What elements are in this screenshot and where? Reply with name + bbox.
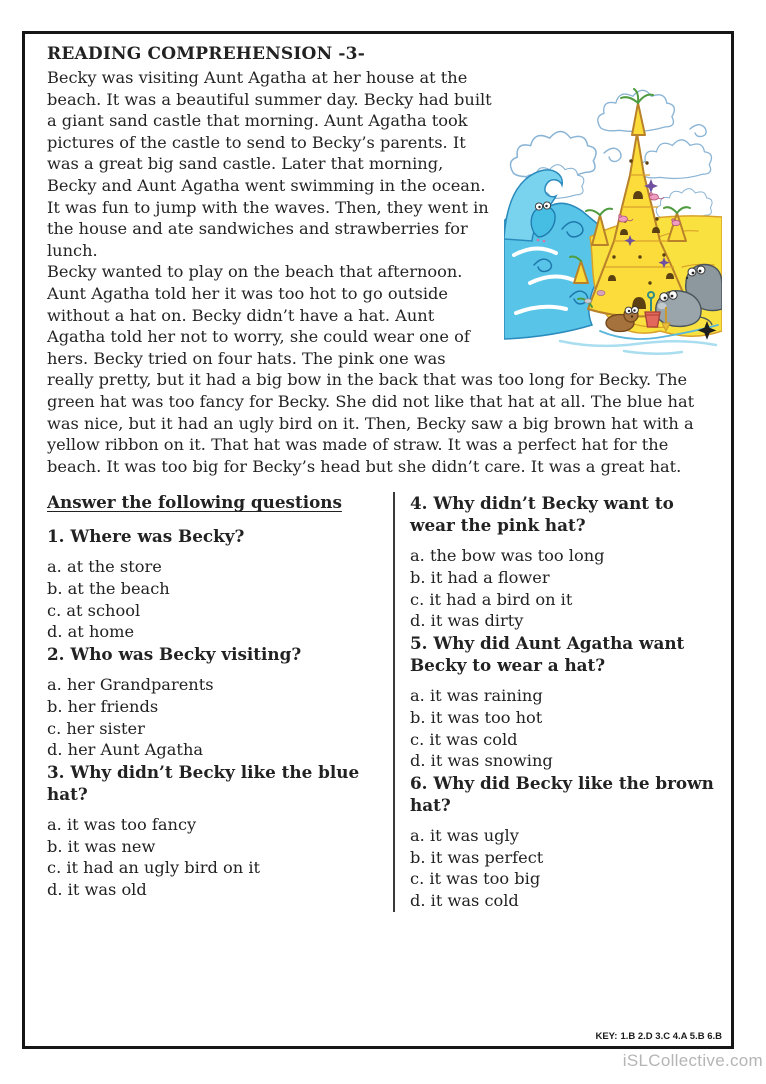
question-5-option-a: a. it was raining — [410, 686, 543, 706]
reading-passage — [47, 67, 722, 477]
question-5-title: 5. Why did Aunt Agatha want Becky to wear a hat? — [410, 633, 685, 676]
question-5-options — [410, 685, 722, 772]
worksheet-border-box — [22, 31, 734, 1049]
question-1 — [47, 525, 379, 643]
question-4-option-b: b. it had a flower — [410, 567, 550, 587]
question-6-title: 6. Why did Becky like the brown hat? — [410, 772, 714, 815]
answer-key-values: 1.B 2.D 3.C 4.A 5.B 6.B — [620, 1031, 722, 1042]
question-2-option-a: a. her Grandparents — [47, 675, 214, 695]
question-5 — [410, 632, 722, 772]
beach-sandcastle-illustration — [504, 69, 722, 359]
answer-key-label: KEY: — [595, 1031, 618, 1042]
question-1-option-b: b. at the beach — [47, 578, 170, 598]
questions-section — [47, 492, 722, 911]
question-2-options — [47, 674, 379, 761]
question-1-title: 1. Where was Becky? — [47, 526, 245, 547]
question-3-option-b: b. it was new — [47, 836, 156, 856]
question-1-option-c: c. at school — [47, 600, 141, 620]
answer-key — [595, 1031, 722, 1042]
question-2 — [47, 643, 379, 761]
question-3-option-a: a. it was too fancy — [47, 814, 197, 834]
question-4 — [410, 492, 722, 632]
question-1-option-a: a. at the store — [47, 557, 162, 577]
question-6-option-b: b. it was perfect — [410, 847, 544, 867]
passage-paragraph-2: Becky wanted to play on the beach that afternoon. Aunt Agatha told her it was too hot to go outside without a hat on. Becky didn’t have a hat. Aunt Agatha told her not to worry, she could wear one of hers. Becky tried on four hats. The pink one was really pretty, but it had a big bow in the back that was too long for Becky. The green hat was too fancy for Becky. She did not like that hat at all. The blue hat was nice, but it had an ugly bird on it. Then, Becky saw a big brown hat with a yellow ribbon on it. That hat was made of straw. It was a perfect hat for the beach. It was too big for Becky’s head but she didn’t care. It was a great hat. — [47, 262, 695, 476]
question-2-title: 2. Who was Becky visiting? — [47, 644, 302, 665]
question-2-option-b: b. her friends — [47, 696, 159, 716]
question-3 — [47, 761, 379, 901]
question-1-options — [47, 556, 379, 643]
question-4-option-c: c. it had a bird on it — [410, 589, 573, 609]
question-6-option-d: d. it was cold — [410, 891, 519, 911]
questions-column-left — [47, 492, 393, 911]
question-1-option-d: d. at home — [47, 622, 135, 642]
question-3-options — [47, 814, 379, 901]
question-5-option-b: b. it was too hot — [410, 707, 543, 727]
questions-column-right — [393, 492, 722, 911]
question-6-options — [410, 825, 722, 912]
question-4-options — [410, 545, 722, 632]
question-6-option-a: a. it was ugly — [410, 825, 519, 845]
worksheet-title: READING COMPREHENSION -3- — [47, 44, 365, 64]
question-3-title: 3. Why didn’t Becky like the blue hat? — [47, 761, 360, 804]
question-6 — [410, 772, 722, 912]
passage-paragraph-1: Becky was visiting Aunt Agatha at her house at the beach. It was a beautiful summer day. Becky had built a giant sand castle that morning. Aunt Agatha took pictures of the castle to send to Becky’s parents. It was a great big sand castle. Later that morning, Becky and Aunt Agatha went swimming in the ocean. It was fun to jump with the waves. Then, they went in the house and ate sandwiches and strawberries for lunch. — [47, 68, 492, 260]
question-3-option-c: c. it had an ugly bird on it — [47, 858, 261, 878]
question-2-option-d: d. her Aunt Agatha — [47, 740, 204, 760]
islcollective-watermark: iSLCollective.com — [622, 1051, 763, 1070]
question-5-option-d: d. it was snowing — [410, 751, 553, 771]
question-4-option-a: a. the bow was too long — [410, 546, 605, 566]
questions-heading: Answer the following questions — [47, 492, 342, 513]
question-6-option-c: c. it was too big — [410, 869, 541, 889]
question-4-option-d: d. it was dirty — [410, 611, 524, 631]
question-3-option-d: d. it was old — [47, 880, 147, 900]
question-2-option-c: c. her sister — [47, 718, 145, 738]
question-4-title: 4. Why didn’t Becky want to wear the pink hat? — [410, 493, 674, 536]
question-5-option-c: c. it was cold — [410, 729, 518, 749]
